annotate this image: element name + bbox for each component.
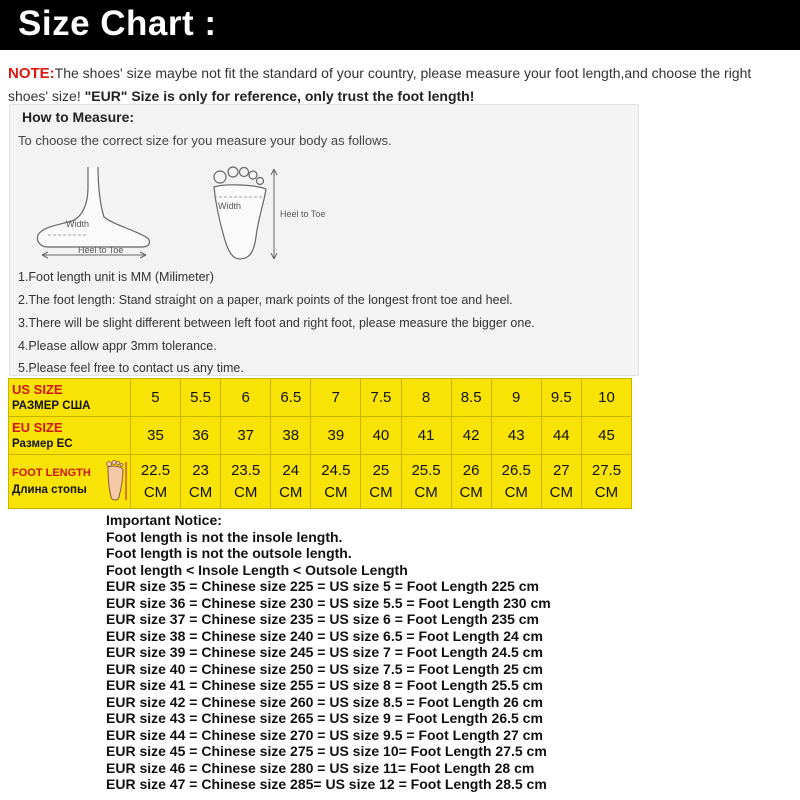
table-cell: 38 (271, 417, 311, 455)
figure-width-label: Width (66, 219, 90, 229)
row-label-en: US SIZE (12, 381, 63, 397)
how-to-measure-heading: How to Measure: (22, 109, 135, 125)
table-cell: 26 CM (451, 455, 491, 509)
notice-line: Foot length is not the insole length. (106, 528, 343, 545)
row-label-ru: Размер ЕС (12, 437, 73, 450)
table-cell: 43 (491, 417, 541, 455)
header-bar (0, 0, 800, 50)
figure-sole-heel-to-toe-label: Heel to Toe (280, 209, 326, 219)
table-cell: 25 CM (361, 455, 401, 509)
notice-line: Foot length < Insole Length < Outsole Length (106, 561, 408, 578)
table-cell: 9.5 (541, 379, 581, 417)
table-cell: 26.5 CM (491, 455, 541, 509)
table-cell: 40 (361, 417, 401, 455)
figure-sole-width-label: Width (218, 201, 242, 211)
measure-step-4: 4.Please allow appr 3mm tolerance. (18, 339, 217, 353)
notice-line: EUR size 38 = Chinese size 240 = US size 6.5 = Foot Length 24 cm (106, 627, 543, 644)
notice-line: EUR size 36 = Chinese size 230 = US size 5.5 = Foot Length 230 cm (106, 594, 551, 611)
table-cell: 41 (401, 417, 451, 455)
table-cell: 8.5 (451, 379, 491, 417)
table-cell: 23.5 CM (221, 455, 271, 509)
row-label-en: FOOT LENGTH (12, 466, 91, 479)
table-cell: 27.5 CM (581, 455, 631, 509)
table-cell: 27 CM (541, 455, 581, 509)
note-text: The shoes' size maybe not fit the standard of your country, please measure your foot length,and choose the right shoes' size! (8, 65, 752, 104)
table-cell: 5.5 (180, 379, 220, 417)
table-cell: 23 CM (180, 455, 220, 509)
notice-line: EUR size 46 = Chinese size 280 = US size 11= Foot Length 28 cm (106, 759, 535, 776)
table-cell: 37 (221, 417, 271, 455)
notice-line: EUR size 40 = Chinese size 250 = US size 7.5 = Foot Length 25 cm (106, 660, 543, 677)
measure-step-3: 3.There will be slight different between left foot and right foot, please measure the bigger one. (18, 316, 535, 330)
table-cell: 35 (131, 417, 181, 455)
page-title: Size Chart : (18, 4, 217, 43)
table-cell: 24 CM (271, 455, 311, 509)
table-cell: 6.5 (271, 379, 311, 417)
measure-step-2: 2.The foot length: Stand straight on a paper, mark points of the longest front toe and heel. (18, 293, 513, 307)
row-label-ru: Длина стопы (12, 483, 87, 496)
notice-line: EUR size 45 = Chinese size 275 = US size 10= Foot Length 27.5 cm (106, 743, 547, 759)
table-cell: 39 (311, 417, 361, 455)
figure-heel-to-toe-label: Heel to Toe (78, 245, 124, 255)
foot-sole-view-illustration (206, 163, 346, 263)
table-cell: 44 (541, 417, 581, 455)
size-note (8, 62, 792, 107)
notice-line: EUR size 37 = Chinese size 235 = US size 6 = Foot Length 235 cm (106, 611, 540, 627)
row-header-eu-size (9, 417, 131, 455)
notice-line: EUR size 41 = Chinese size 255 = US size 8 = Foot Length 25.5 cm (106, 677, 543, 693)
table-cell: 7.5 (361, 379, 401, 417)
table-cell: 6 (221, 379, 271, 417)
notice-line: EUR size 39 = Chinese size 245 = US size 7 = Foot Length 24.5 cm (106, 644, 543, 660)
table-cell: 45 (581, 417, 631, 455)
notice-line: EUR size 43 = Chinese size 265 = US size 9 = Foot Length 26.5 cm (106, 710, 543, 726)
how-to-measure-intro: To choose the correct size for you measure your body as follows. (18, 133, 392, 148)
measure-step-5: 5.Please feel free to contact us any time. (18, 361, 244, 375)
row-label-ru: РАЗМЕР США (12, 399, 91, 412)
row-label-en: EU SIZE (12, 419, 63, 435)
how-to-measure-panel (9, 104, 639, 376)
notice-heading: Important Notice: (106, 512, 222, 528)
table-cell: 24.5 CM (311, 455, 361, 509)
foot-icon (102, 459, 128, 503)
measure-step-1: 1.Foot length unit is MM (Milimeter) (18, 270, 214, 284)
table-cell: 42 (451, 417, 491, 455)
table-cell: 8 (401, 379, 451, 417)
row-header-foot-length (9, 455, 131, 509)
table-cell: 7 (311, 379, 361, 417)
table-row-eu-size (9, 417, 632, 455)
table-cell: 22.5 CM (131, 455, 181, 509)
table-cell: 10 (581, 379, 631, 417)
notice-line: Foot length is not the outsole length. (106, 545, 352, 561)
table-row-us-size (9, 379, 632, 417)
notice-line: EUR size 44 = Chinese size 270 = US size 9.5 = Foot Length 27 cm (106, 726, 543, 743)
note-bold-text: "EUR" Size is only for reference, only trust the foot length! (84, 88, 475, 104)
foot-side-view-illustration (28, 165, 158, 261)
table-cell: 36 (180, 417, 220, 455)
table-row-foot-length (9, 455, 632, 509)
table-cell: 5 (131, 379, 181, 417)
table-cell: 9 (491, 379, 541, 417)
important-notice (106, 512, 551, 793)
size-conversion-table (8, 378, 632, 509)
notice-line: EUR size 35 = Chinese size 225 = US size 5 = Foot Length 225 cm (106, 578, 540, 594)
row-header-us-size (9, 379, 131, 417)
table-cell: 25.5 CM (401, 455, 451, 509)
note-label: NOTE: (8, 65, 55, 82)
notice-line: EUR size 47 = Chinese size 285= US size 12 = Foot Length 28.5 cm (106, 776, 547, 792)
notice-line: EUR size 42 = Chinese size 260 = US size 8.5 = Foot Length 26 cm (106, 693, 543, 710)
